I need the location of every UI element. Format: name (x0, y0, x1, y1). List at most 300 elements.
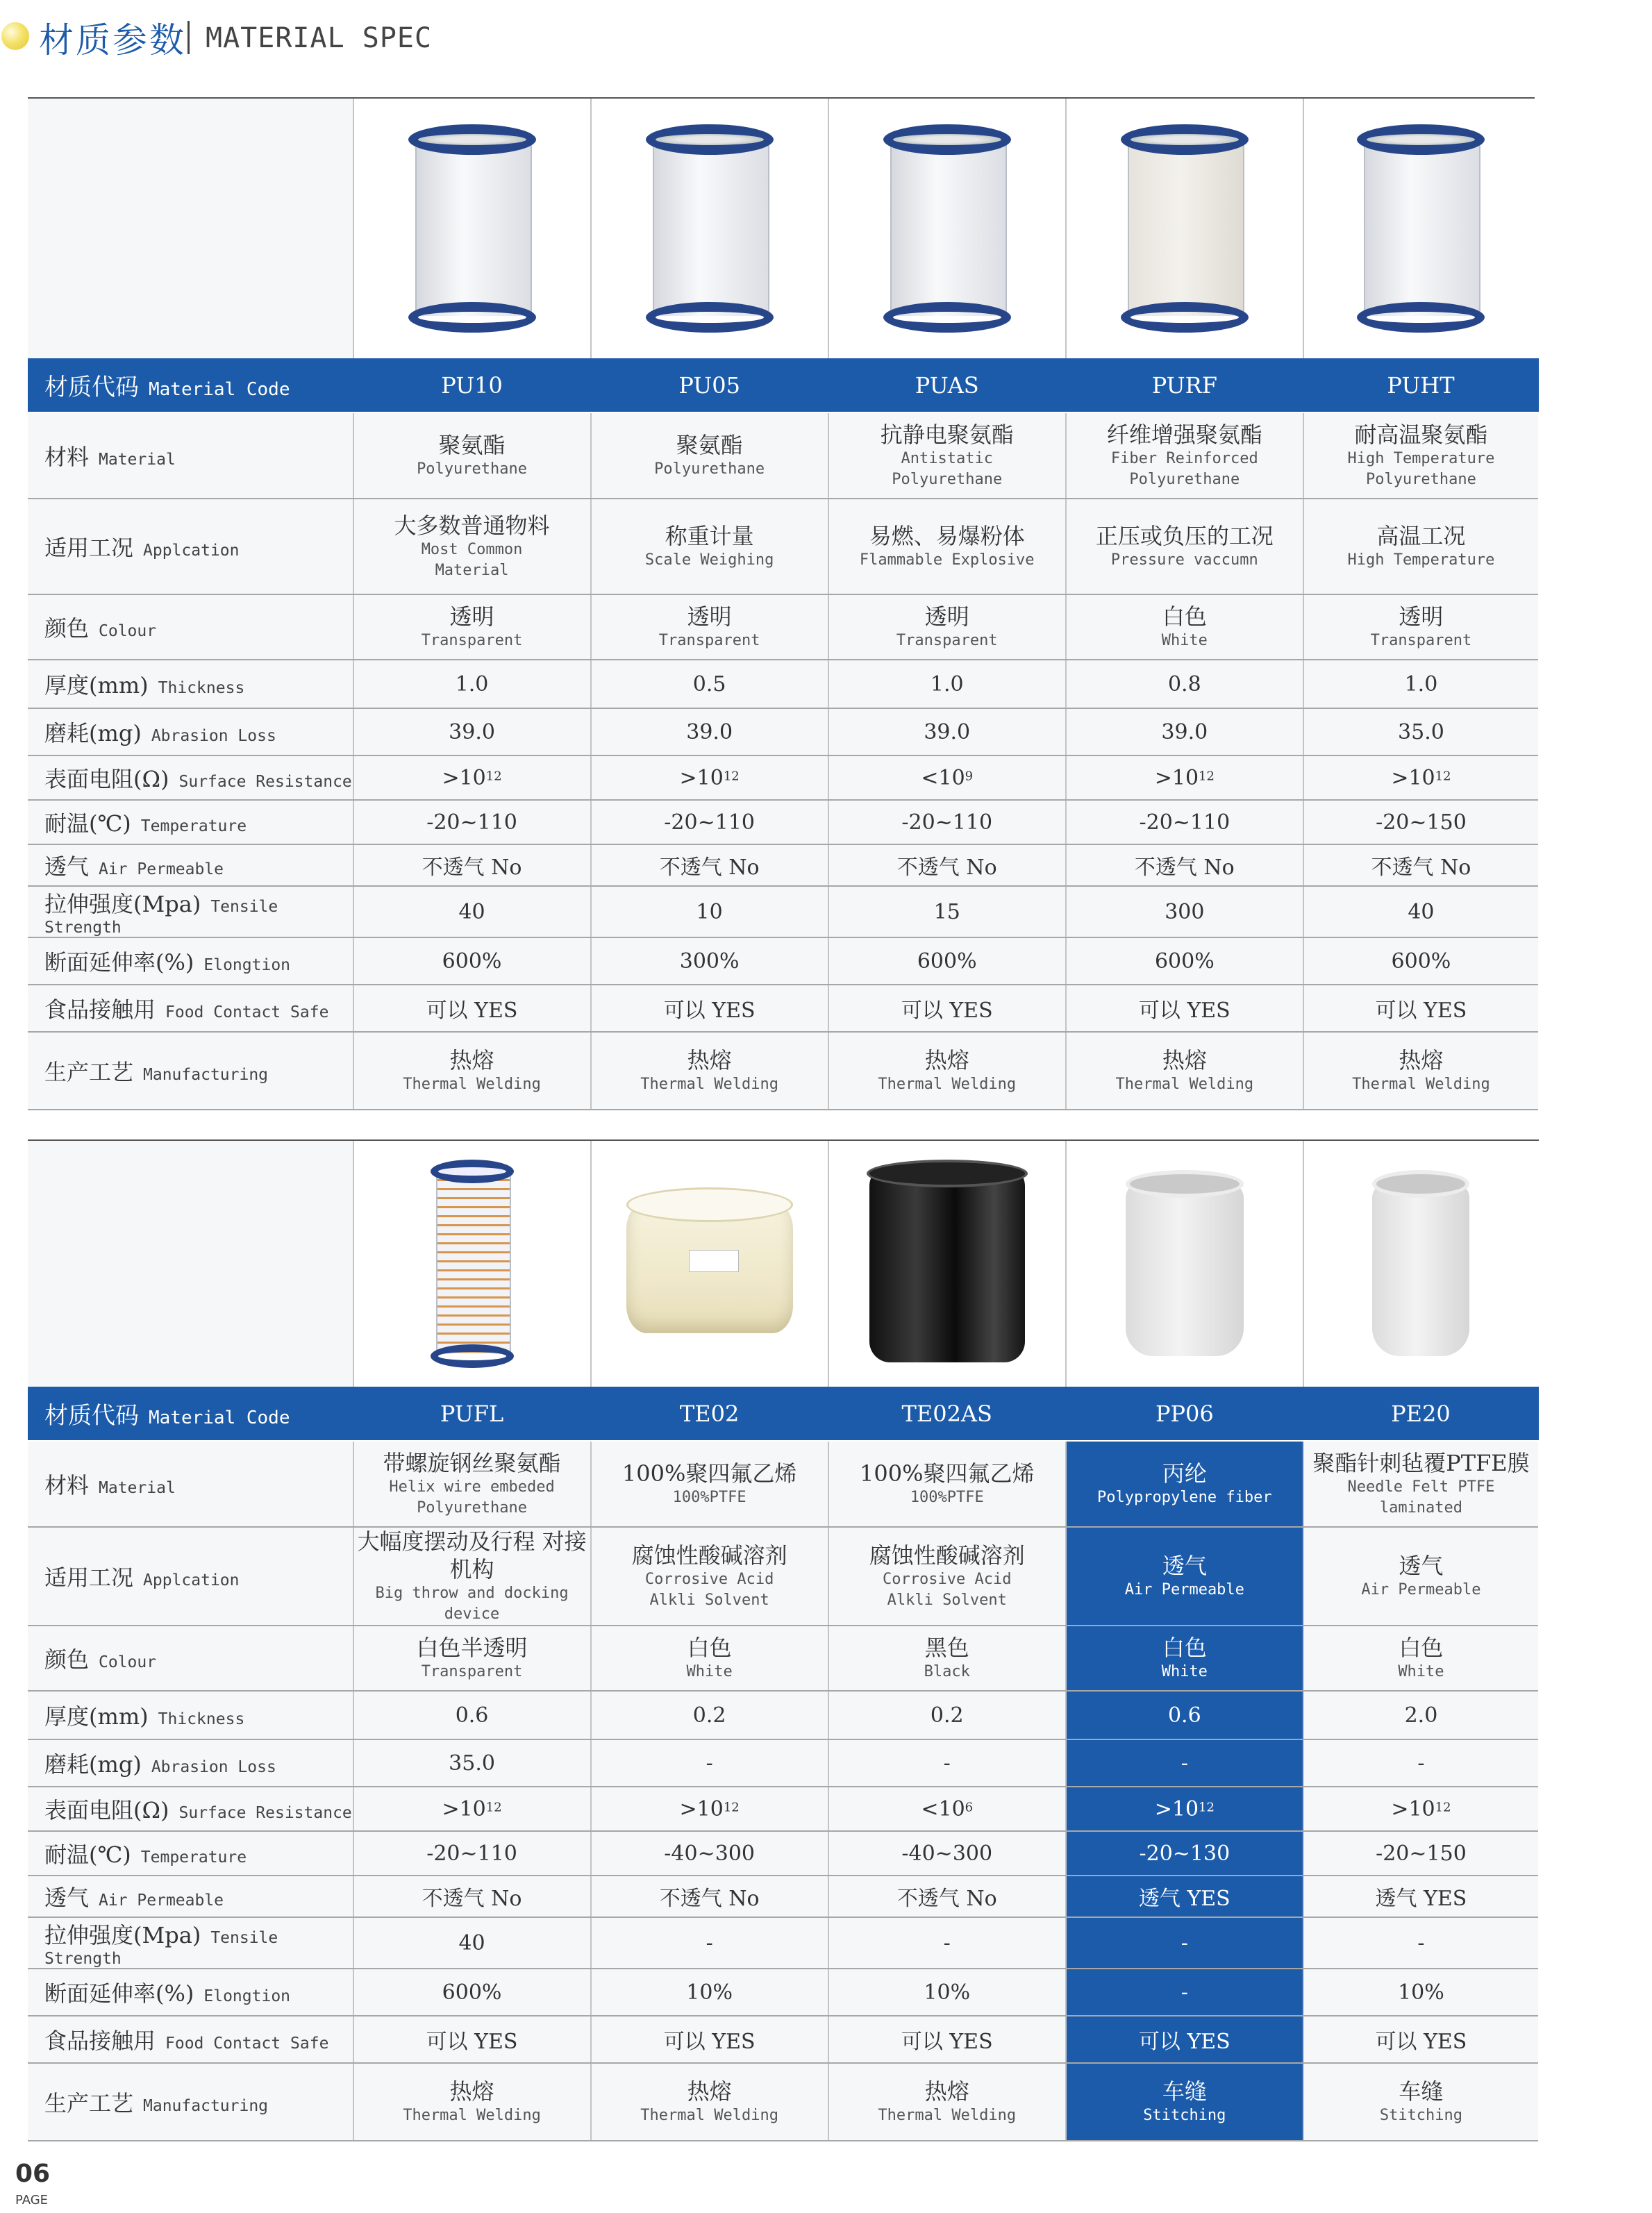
label-cn: 材质代码 (44, 374, 139, 401)
value: 可以 YES (426, 2030, 518, 2054)
spec-table-2 (28, 1141, 1539, 2141)
spec-cell (1303, 1831, 1538, 1876)
spec-cell (353, 594, 591, 660)
value-en: High Temperature Polyurethane (1347, 450, 1495, 488)
value-cn: 称重计量 (665, 523, 754, 549)
value-cn: 白色 (1399, 1635, 1444, 1661)
value-cn: 热熔 (449, 1047, 494, 1074)
label-en: Applcation (143, 1571, 240, 1589)
value: >10 (679, 1796, 724, 1821)
value: 0.6 (455, 1703, 489, 1728)
value: 39.0 (924, 719, 971, 744)
spec-cell (828, 1739, 1066, 1787)
value: 600% (1154, 949, 1215, 974)
label-cn: 适用工况 (44, 535, 134, 561)
value-cn: 热熔 (924, 1047, 969, 1074)
spec-cell (1303, 755, 1538, 800)
spec-cell (1303, 1969, 1538, 2016)
value-cn: 易燃、易爆粉体 (869, 523, 1025, 549)
value: - (1417, 1751, 1425, 1776)
spec-cell (1066, 985, 1303, 1032)
value-en: High Temperature (1347, 551, 1495, 569)
spec-cell (1066, 1691, 1303, 1739)
spec-cell (828, 499, 1066, 594)
spec-row-tensile (28, 886, 1538, 937)
label-cn: 耐温(℃) (44, 810, 131, 837)
spec-cell (591, 844, 828, 886)
value: 35.0 (449, 1751, 495, 1776)
row-label (28, 800, 353, 844)
value-cn: 白色 (1162, 603, 1207, 630)
row-label (28, 594, 353, 660)
spec-cell (1303, 1691, 1538, 1739)
value: >10 (442, 765, 486, 790)
value: 可以 YES (663, 2030, 756, 2054)
label-en: Applcation (143, 542, 240, 560)
value: - (1417, 1930, 1425, 1955)
value-cn: 100%聚四氟乙烯 (621, 1460, 797, 1487)
spec-row-air (28, 844, 1538, 886)
value: 15 (933, 899, 960, 924)
value: 39.0 (686, 719, 733, 744)
value: 10% (924, 1980, 971, 2005)
value: 1.0 (1404, 671, 1438, 696)
value: 可以 YES (663, 999, 756, 1023)
spec-cell (1303, 708, 1538, 755)
value: 40 (458, 1930, 485, 1955)
spec-cell (1303, 1626, 1538, 1691)
label-cn: 拉伸强度(Mpa) (44, 1922, 201, 1948)
spec-cell (591, 594, 828, 660)
spec-cell (591, 1787, 828, 1831)
label-en: Abrasion Loss (151, 1758, 276, 1776)
label-cn: 食品接触用 (44, 996, 156, 1023)
value: -20~110 (426, 1841, 517, 1866)
label-en: Material Code (149, 379, 290, 400)
spec-cell (1066, 1787, 1303, 1831)
spec-row-material (28, 412, 1538, 499)
value: - (1180, 1751, 1188, 1776)
spec-row-mfg (28, 1032, 1538, 1110)
spec-cell (1066, 1032, 1303, 1110)
label-en: Air Permeable (99, 1892, 224, 1910)
spec-cell (353, 886, 591, 937)
product-image-cell (1066, 99, 1303, 358)
label-en: Surface Resistance (178, 1804, 352, 1822)
value-cn: 车缝 (1399, 2078, 1444, 2105)
value: 40 (458, 899, 485, 924)
value-cn: 透明 (449, 603, 494, 630)
value: 0.8 (1167, 671, 1201, 696)
spec-cell (1303, 844, 1538, 886)
page-title-cn: 材质参数 (39, 20, 186, 60)
row-label (28, 1876, 353, 1917)
value-cn: 大多数普通物料 (394, 512, 550, 539)
value-en: White (1161, 1663, 1208, 1680)
value: >10 (1154, 1796, 1199, 1821)
spec-cell (353, 2063, 591, 2141)
page-label: PAGE (15, 2193, 49, 2207)
spec-cell (1303, 886, 1538, 937)
value-cn: 热熔 (1162, 1047, 1207, 1074)
label-en: Elongtion (203, 956, 291, 974)
ptfe-white-bag-image (626, 1187, 793, 1340)
value-en: Thermal Welding (1115, 1076, 1254, 1093)
row-label (28, 1917, 353, 1969)
spec-cell (353, 1527, 591, 1626)
value: >10 (1154, 765, 1199, 790)
label-en: Thickness (158, 1710, 245, 1728)
row-label (28, 1527, 353, 1626)
value-en: Thermal Welding (403, 2107, 541, 2124)
value-cn: 透气 (1162, 1553, 1207, 1579)
value-cn: 透明 (1399, 603, 1444, 630)
label-cn: 厚度(mm) (44, 672, 149, 699)
label-en: Colour (99, 1653, 157, 1671)
value-en: Thermal Welding (878, 1076, 1017, 1093)
spec-row-temperature (28, 1831, 1538, 1876)
pu-clear-bag-image (646, 124, 774, 333)
label-en: Material (99, 451, 176, 469)
spec-cell (1303, 1032, 1538, 1110)
value-cn: 透气 (1399, 1553, 1444, 1579)
product-image-cell (1303, 1141, 1538, 1387)
value: 1.0 (930, 671, 964, 696)
value-en: Thermal Welding (403, 1076, 541, 1093)
value-en: Polyurethane (654, 460, 765, 478)
spec-cell (1303, 1917, 1538, 1969)
product-image-row (28, 99, 1538, 358)
value-cn: 抗静电聚氨酯 (880, 421, 1014, 448)
row-label (28, 1969, 353, 2016)
label-cn: 表面电阻(Ω) (44, 766, 169, 792)
value-en: Transparent (658, 632, 760, 649)
value: 不透气 No (896, 855, 997, 880)
value: 可以 YES (1375, 999, 1467, 1023)
spec-row-food (28, 2016, 1538, 2063)
spec-cell (1066, 660, 1303, 708)
value: 10% (1398, 1980, 1444, 2005)
row-label (28, 985, 353, 1032)
value-en: Corrosive Acid Alkli Solvent (883, 1571, 1012, 1609)
helix-bag-image (431, 1160, 514, 1368)
spec-cell (828, 1831, 1066, 1876)
value: 不透气 No (896, 1887, 997, 1911)
spec-cell (1066, 2016, 1303, 2063)
row-label (28, 1441, 353, 1527)
value: 不透气 No (1134, 855, 1235, 880)
spec-row-surface (28, 755, 1538, 800)
value: 300% (679, 949, 740, 974)
value: -20~150 (1376, 810, 1467, 835)
label-en: Air Permeable (99, 860, 224, 878)
value: 600% (442, 949, 502, 974)
value: -20~110 (901, 810, 993, 835)
value: 不透气 No (422, 1887, 522, 1911)
spec-cell (353, 1032, 591, 1110)
spec-cell (591, 985, 828, 1032)
value-en: Thermal Welding (640, 2107, 778, 2124)
value: -20~130 (1139, 1841, 1230, 1866)
label-en: Temperature (140, 1848, 247, 1867)
page-header (0, 7, 1652, 69)
spec-cell (828, 886, 1066, 937)
spec-row-app (28, 1527, 1538, 1626)
value-cn: 热熔 (924, 2078, 969, 2105)
label-en: Manufacturing (143, 1066, 269, 1084)
row-label (28, 886, 353, 937)
value-cn: 100%聚四氟乙烯 (859, 1460, 1035, 1487)
product-image-cell (828, 1141, 1066, 1387)
value-cn: 聚氨酯 (438, 432, 506, 458)
label-cn: 透气 (44, 853, 90, 880)
row-label (28, 660, 353, 708)
pu-clear-bag-image (883, 124, 1011, 333)
value-en: White (1398, 1663, 1444, 1680)
spec-cell (828, 1917, 1066, 1969)
value-cn: 白色半透明 (416, 1635, 528, 1661)
row-label (28, 708, 353, 755)
spec-cell (1066, 1739, 1303, 1787)
material-code-cell: PE20 (1303, 1387, 1538, 1441)
value-cn: 透明 (924, 603, 969, 630)
pu-white-bag-image (1121, 124, 1249, 333)
value: -20~110 (664, 810, 755, 835)
spec-row-thickness (28, 1691, 1538, 1739)
label-en: Thickness (158, 679, 245, 697)
spec-cell (1066, 800, 1303, 844)
value: >10 (679, 765, 724, 790)
spec-row-air (28, 1876, 1538, 1917)
spec-row-abrasion (28, 1739, 1538, 1787)
spec-cell (828, 1787, 1066, 1831)
row-label (28, 755, 353, 800)
value: 可以 YES (1138, 999, 1230, 1023)
label-cn: 表面电阻(Ω) (44, 1797, 169, 1823)
spec-cell (1066, 937, 1303, 985)
value: 透气 YES (1138, 1887, 1230, 1911)
spec-cell (353, 1626, 591, 1691)
spec-cell (828, 594, 1066, 660)
spec-cell (353, 800, 591, 844)
value: 可以 YES (1375, 2030, 1467, 2054)
value-en: Polyurethane (417, 460, 528, 478)
product-image-cell (353, 1141, 591, 1387)
ptfe-black-bag-image (862, 1158, 1032, 1369)
value: 39.0 (449, 719, 495, 744)
value-cn: 正压或负压的工况 (1095, 523, 1274, 549)
spec-cell (1303, 499, 1538, 594)
row-label (28, 1032, 353, 1110)
value: >10 (1391, 1796, 1435, 1821)
value-en: Transparent (1370, 632, 1472, 649)
value-en: 100%PTFE (910, 1489, 984, 1506)
label-cn: 生产工艺 (44, 1059, 134, 1085)
felt-bag-image (1372, 1170, 1469, 1358)
label-cn: 材料 (44, 1472, 90, 1498)
label-en: Tensile Strength (44, 1929, 278, 1968)
value-en: Air Permeable (1124, 1581, 1244, 1598)
spec-cell (1066, 844, 1303, 886)
label-en: Temperature (140, 817, 247, 835)
material-code-row (28, 358, 1538, 412)
spec-cell (1303, 800, 1538, 844)
spec-cell (591, 1032, 828, 1110)
spec-cell (1303, 1787, 1538, 1831)
value: 0.2 (692, 1703, 726, 1728)
page-number: 06 (15, 2160, 51, 2188)
value-cn: 热熔 (687, 2078, 732, 2105)
spec-cell (828, 660, 1066, 708)
value: <10 (921, 1796, 965, 1821)
spec-cell (353, 844, 591, 886)
row-label (28, 844, 353, 886)
exponent: 12 (485, 769, 502, 784)
value: <10 (921, 765, 965, 790)
value-en: Thermal Welding (1352, 1076, 1490, 1093)
value-en: Needle Felt PTFE laminated (1347, 1478, 1495, 1517)
label-en: Elongtion (203, 1987, 291, 2005)
page-title-en: MATERIAL SPEC (206, 22, 433, 54)
row-label (28, 1387, 353, 1441)
material-code-cell: PUHT (1303, 358, 1538, 412)
value: - (706, 1930, 713, 1955)
yellow-dot-icon (1, 22, 29, 50)
product-image-cell (353, 99, 591, 358)
spec-cell (353, 937, 591, 985)
spec-row-tensile (28, 1917, 1538, 1969)
spec-row-material (28, 1441, 1538, 1527)
value: 不透气 No (659, 855, 760, 880)
value-en: 100%PTFE (672, 1489, 746, 1506)
spec-cell (1303, 594, 1538, 660)
spec-cell (353, 1787, 591, 1831)
spec-cell (1303, 2063, 1538, 2141)
value-en: Black (924, 1663, 970, 1680)
title-divider (187, 21, 190, 54)
value-en: Stitching (1379, 2107, 1463, 2124)
row-label (28, 412, 353, 499)
spec-cell (591, 1917, 828, 1969)
value: 0.2 (930, 1703, 964, 1728)
spec-cell (591, 886, 828, 937)
product-image-cell (1303, 99, 1538, 358)
value-cn: 白色 (1162, 1635, 1207, 1661)
label-cn: 磨耗(mg) (44, 720, 142, 746)
exponent: 12 (1199, 769, 1215, 784)
product-image-row (28, 1141, 1538, 1387)
label-cn: 材质代码 (44, 1402, 139, 1430)
spec-cell (828, 1691, 1066, 1739)
spec-cell (1066, 755, 1303, 800)
spec-cell (1303, 660, 1538, 708)
spec-cell (591, 2063, 828, 2141)
spec-cell (353, 1691, 591, 1739)
spec-cell (353, 499, 591, 594)
empty-corner (28, 99, 353, 358)
exponent: 12 (485, 1800, 502, 1815)
value: - (1180, 1980, 1188, 2005)
label-cn: 适用工况 (44, 1564, 134, 1591)
material-code-cell: PU10 (353, 358, 591, 412)
label-cn: 耐温(℃) (44, 1842, 131, 1868)
spec-cell (591, 1969, 828, 2016)
value-en: Transparent (421, 632, 523, 649)
spec-cell (591, 1527, 828, 1626)
spec-cell (828, 800, 1066, 844)
product-image-cell (591, 99, 828, 358)
material-code-cell: PURF (1066, 358, 1303, 412)
row-label (28, 937, 353, 985)
value: 0.6 (1167, 1703, 1201, 1728)
spec-cell (353, 1969, 591, 2016)
spec-cell (1066, 1969, 1303, 2016)
value: 可以 YES (1138, 2030, 1230, 2054)
spec-cell (353, 1917, 591, 1969)
label-cn: 断面延伸率(%) (44, 1980, 194, 2007)
spec-cell (591, 1441, 828, 1527)
label-cn: 拉伸强度(Mpa) (44, 891, 201, 917)
row-label (28, 1787, 353, 1831)
spec-cell (1303, 937, 1538, 985)
spec-table-1 (28, 99, 1539, 1110)
label-en: Food Contact Safe (165, 2035, 329, 2053)
spec-cell (1066, 1441, 1303, 1527)
value-cn: 高温工况 (1376, 523, 1466, 549)
spec-cell (591, 660, 828, 708)
spec-row-colour (28, 594, 1538, 660)
spec-cell (1066, 412, 1303, 499)
spec-cell (591, 499, 828, 594)
spec-cell (1303, 1876, 1538, 1917)
label-en: Abrasion Loss (151, 727, 276, 745)
value: 可以 YES (426, 999, 518, 1023)
value-en: Transparent (421, 1663, 523, 1680)
value-en: Fiber Reinforced Polyurethane (1110, 450, 1258, 488)
row-label (28, 1626, 353, 1691)
value: - (943, 1751, 951, 1776)
value-cn: 腐蚀性酸碱溶剂 (869, 1542, 1025, 1569)
spec-cell (591, 1691, 828, 1739)
spec-cell (1066, 1917, 1303, 1969)
spec-cell (828, 1441, 1066, 1527)
value-cn: 聚氨酯 (676, 432, 743, 458)
label-cn: 食品接触用 (44, 2028, 156, 2054)
value: 不透气 No (1371, 855, 1471, 880)
label-cn: 生产工艺 (44, 2090, 134, 2116)
label-en: Material Code (149, 1408, 290, 1428)
label-cn: 颜色 (44, 1646, 90, 1673)
material-code-row (28, 1387, 1538, 1441)
spec-cell (591, 755, 828, 800)
value-cn: 耐高温聚氨酯 (1354, 421, 1488, 448)
spec-cell (828, 1527, 1066, 1626)
value-cn: 带螺旋钢丝聚氨酯 (383, 1450, 561, 1476)
material-code-cell: PP06 (1066, 1387, 1303, 1441)
value-en: Antistatic Polyurethane (892, 450, 1003, 488)
exponent: 12 (1199, 1800, 1215, 1815)
value-cn: 透明 (687, 603, 732, 630)
spec-cell (1066, 708, 1303, 755)
spec-cell (828, 755, 1066, 800)
spec-cell (591, 1739, 828, 1787)
material-code-cell: TE02 (591, 1387, 828, 1441)
label-cn: 断面延伸率(%) (44, 949, 194, 976)
value-en: Air Permeable (1361, 1581, 1481, 1598)
value-cn: 热熔 (687, 1047, 732, 1074)
spec-cell (1066, 499, 1303, 594)
felt-bag-image (1126, 1170, 1244, 1358)
